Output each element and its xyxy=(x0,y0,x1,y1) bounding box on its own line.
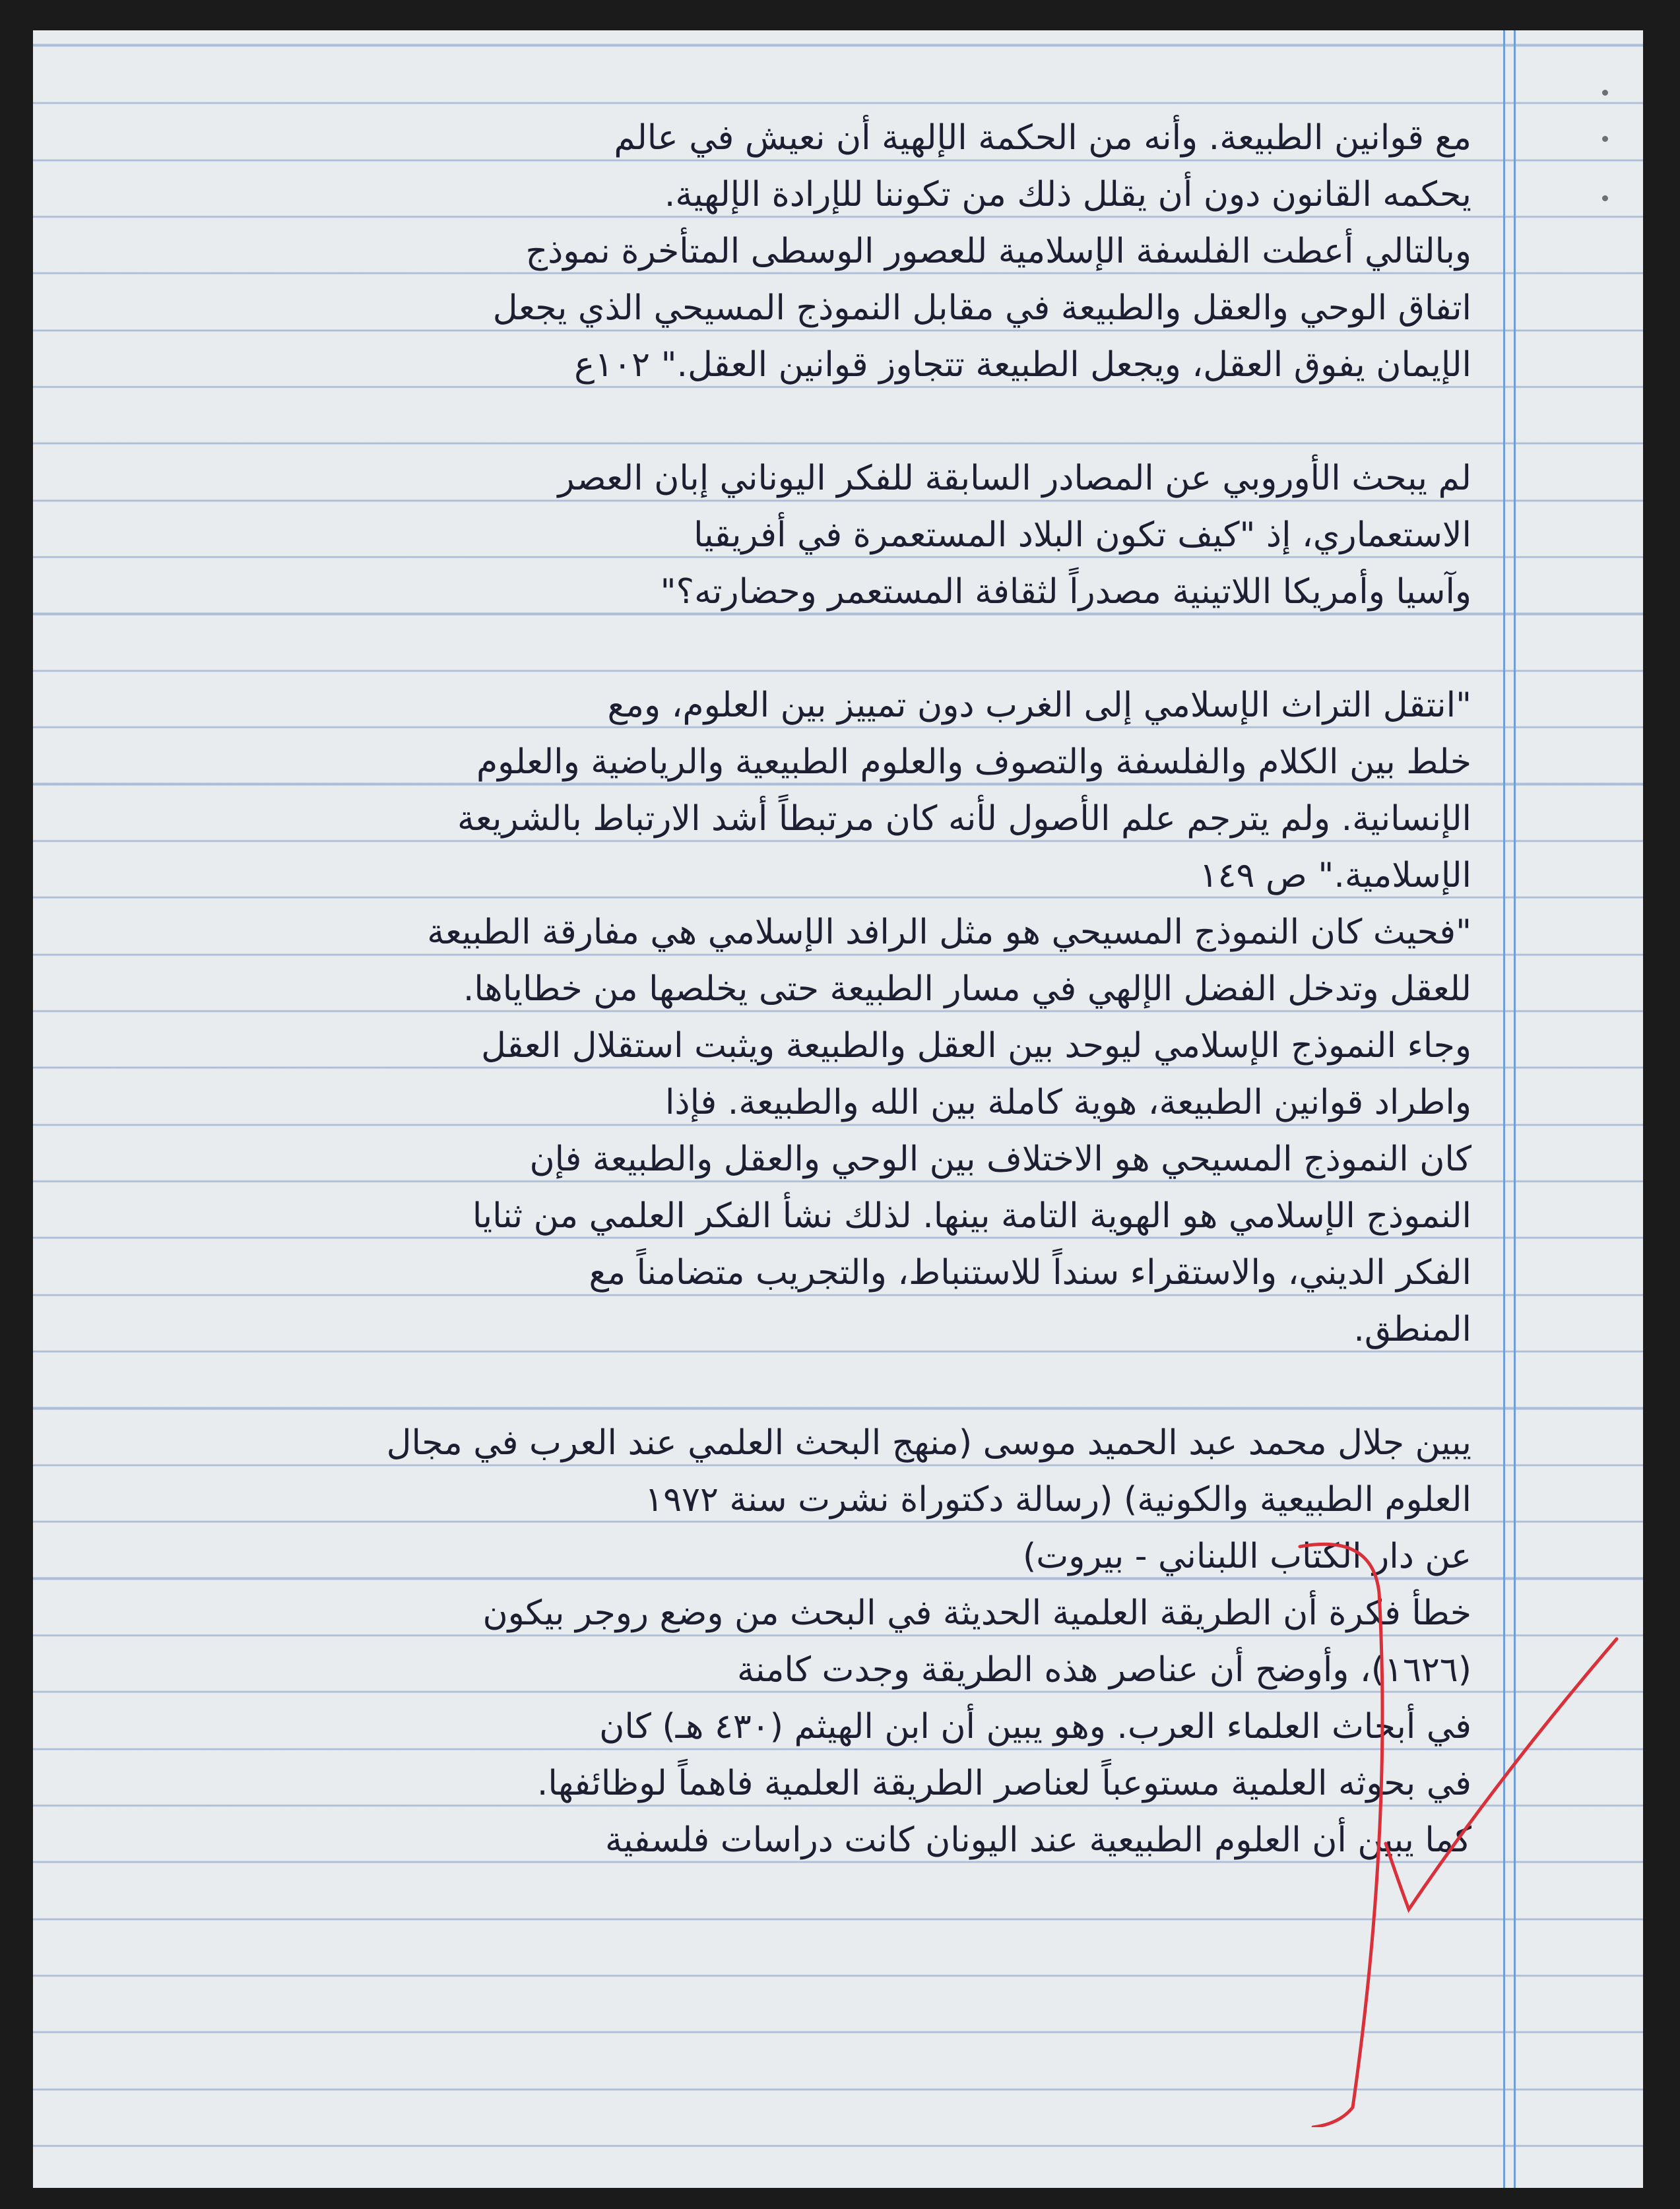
text-line: يبين جلال محمد عبد الحميد موسى (منهج البحث العلمي عند العرب في مجال xyxy=(386,1423,1471,1463)
text-line: (١٦٢٦)، وأوضح أن عناصر هذه الطريقة وجدت كامنة xyxy=(736,1650,1471,1690)
text-line: العلوم الطبيعية والكونية) (رسالة دكتوراة نشرت سنة ١٩٧٢ xyxy=(645,1480,1471,1520)
text-line: المنطق. xyxy=(1353,1310,1471,1349)
text-line: الإسلامية." ص ١٤٩ xyxy=(1199,856,1471,895)
paragraph-1 xyxy=(92,110,1471,393)
text-line: وآسيا وأمريكا اللاتينية مصدراً لثقافة المستعمر وحضارته؟" xyxy=(660,572,1471,612)
text-line: "فحيث كان النموذج المسيحي هو مثل الرافد الإسلامي هي مفارقة الطبيعة xyxy=(427,912,1471,952)
text-line: الإيمان يفوق العقل، ويجعل الطبيعة تتجاوز قوانين العقل." ١٠٢ع xyxy=(574,345,1471,385)
paragraph-2 xyxy=(92,450,1471,620)
text-line: الإنسانية. ولم يترجم علم الأصول لأنه كان مرتبطاً أشد الارتباط بالشريعة xyxy=(457,799,1471,839)
text-line: خلط بين الكلام والفلسفة والتصوف والعلوم الطبيعية والرياضية والعلوم xyxy=(476,742,1471,782)
text-line: كان النموذج المسيحي هو الاختلاف بين الوحي والعقل والطبيعة فإن xyxy=(529,1139,1471,1179)
text-line: لم يبحث الأوروبي عن المصادر السابقة للفكر اليوناني إبان العصر xyxy=(558,459,1471,498)
text-line: كما يبين أن العلوم الطبيعية عند اليونان كانت دراسات فلسفية xyxy=(604,1820,1471,1860)
paragraph-3 xyxy=(92,677,1471,904)
notebook-page xyxy=(33,30,1643,2188)
text-line: يحكمه القانون دون أن يقلل ذلك من تكوننا للإرادة الإلهية. xyxy=(664,175,1471,214)
punch-hole xyxy=(1602,136,1608,142)
text-line: خطأ فكرة أن الطريقة العلمية الحديثة في البحث من وضع روجر بيكون xyxy=(482,1593,1471,1633)
blank-line xyxy=(92,620,1471,677)
text-line: اتفاق الوحي والعقل والطبيعة في مقابل النموذج المسيحي الذي يجعل xyxy=(492,288,1471,328)
text-line: في بحوثه العلمية مستوعباً لعناصر الطريقة العلمية فاهماً لوظائفها. xyxy=(536,1764,1471,1803)
text-line: وجاء النموذج الإسلامي ليوحد بين العقل والطبيعة ويثبت استقلال العقل xyxy=(481,1026,1471,1066)
text-line: وبالتالي أعطت الفلسفة الإسلامية للعصور الوسطى المتأخرة نموذج xyxy=(525,232,1471,271)
punch-hole xyxy=(1602,90,1608,96)
text-line: "انتقل التراث الإسلامي إلى الغرب دون تمييز بين العلوم، ومع xyxy=(607,686,1471,725)
red-bracket xyxy=(1300,1544,1382,2127)
red-checkmark xyxy=(1386,1639,1617,1909)
text-line: الاستعماري، إذ "كيف تكون البلاد المستعمرة في أفريقيا xyxy=(694,515,1471,555)
text-line: مع قوانين الطبيعة. وأنه من الحكمة الإلهية أن نعيش في عالم xyxy=(614,118,1471,158)
text-line: واطراد قوانين الطبيعة، هوية كاملة بين الله والطبيعة. فإذا xyxy=(664,1083,1471,1122)
blank-line xyxy=(92,1358,1471,1415)
punch-hole xyxy=(1602,195,1608,201)
text-line: للعقل وتدخل الفضل الإلهي في مسار الطبيعة حتى يخلصها من خطاياها. xyxy=(463,969,1471,1009)
paragraph-4 xyxy=(92,904,1471,1358)
text-line: النموذج الإسلامي هو الهوية التامة بينها. لذلك نشأ الفكر العلمي من ثنايا xyxy=(472,1196,1471,1236)
blank-line xyxy=(92,393,1471,450)
text-line: الفكر الديني، والاستقراء سنداً للاستنباط، والتجريب متضامناً مع xyxy=(589,1253,1471,1293)
text-line: في أبحاث العلماء العرب. وهو يبين أن ابن الهيثم (٤٣٠ هـ) كان xyxy=(599,1707,1471,1746)
red-bracket-checkmark xyxy=(1221,1514,1643,2127)
text-line: عن دار الكتاب اللبناني - بيروت) xyxy=(1023,1537,1471,1576)
